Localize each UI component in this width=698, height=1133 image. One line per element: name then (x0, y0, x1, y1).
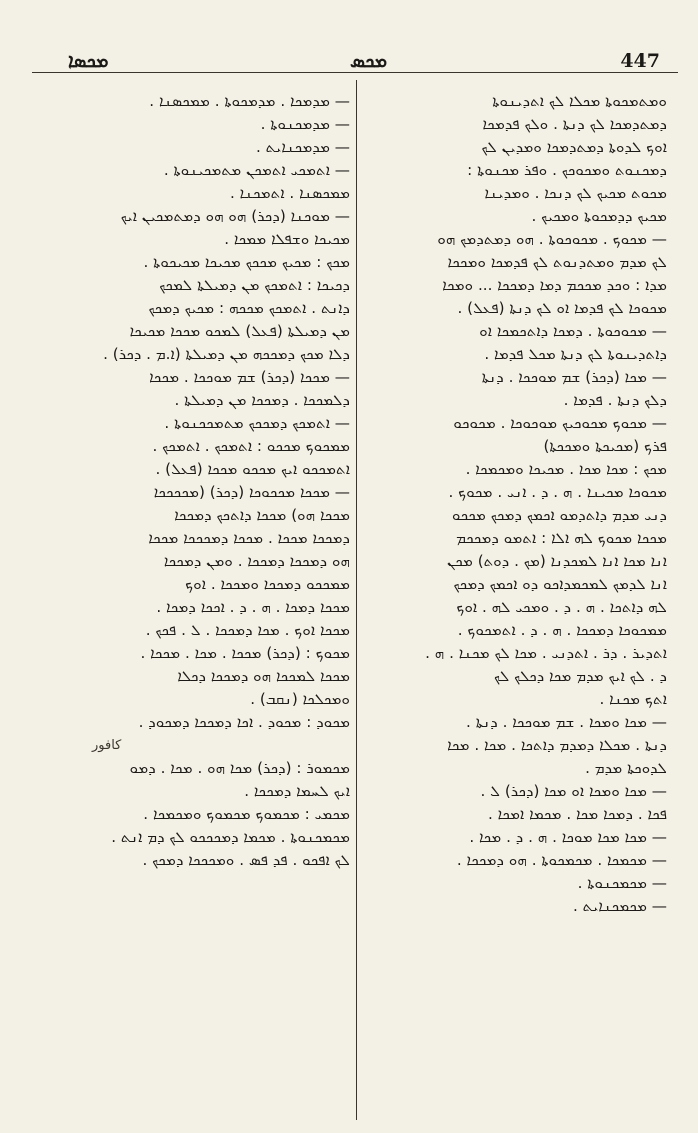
text-line: ܡܕܐ : ܘܟܕ ܡܟܟܡ ܕܡܐ ܕܡܟܟܐ ... ܘܡܟܐ (442, 276, 667, 294)
text-line: ܦܟܐ . ܕܡܟܐ ܡܟܐ . ܡܟܡܐ ܐܡܟܐ . (488, 805, 667, 823)
text-line: ܡܡܟܟܘ ܕܡܟܟܐ ܘܡܟܟܐ . ܐܘܟ (185, 575, 350, 593)
text-line: — ܡܕܡܟܢܐܝܬ . (256, 138, 350, 156)
right-column (359, 80, 673, 1120)
text-line: — ܡܟܟܐ ܡܟܟܘܟܐ (ܕܟܪ) (ܡܟܟܟܟܐ (153, 483, 350, 501)
text-line: ܡܟܟ : ܡܟܝܟ ܡܟܟܟ ܡܟܝܟܐ ܡܟܝܟܘܬܐ . (143, 253, 350, 271)
text-line: ܡܟܟܐ ܡܟܘܟ ܠܗ ܐܠܐ : ܐܬܡܘ ܕܡܟܟܡ (456, 529, 667, 547)
text-line: — ܐܬܡܟܟ ܕܡܟܟܟ ܡܬܡܟܟܢܘܬܐ . (164, 414, 350, 432)
text-line: ܠܟ ܐܦܟܘ . ܦܕ ܦܣ . ܘܡܟܟܟܐ ܕܡܟܟ . (142, 851, 350, 869)
text-line: ܗܘ ܕܡܟܟܐ ܕܡܟܟܐ . ܘܡܢ ܕܡܟܟܐ (163, 552, 350, 570)
text-line: ܦܪܟ (ܡܟܝܟܬܐ ܘܡܟܟܬܐ) (543, 437, 667, 455)
text-line: ܡܟܟ : ܡܟܐ ܡܟܐ . ܡܟܝܟܐ ܘܡܟܡܟܐ . (465, 460, 667, 478)
text-line: ܐܘܟ ܠܕܘܬܐ ܕܡܬܕܡܟܐ ܘܡܕܝܢ ܠܟ (481, 138, 667, 156)
column-divider (356, 80, 357, 1120)
text-line: ܡܟܘܟܐ ܠܟ ܦܕܡܐ ܐܘ ܠܟ ܕܢܬܐ (ܦܥܠ) . (457, 299, 667, 317)
text-line: ܡܡܟܣܢܐ . ܐܬܡܟܢܐ . (230, 184, 350, 202)
text-line: ܕܡܬܕܡܟܐ ܠܟ ܕܢܬܐ . ܘܠܟ ܦܕܡܟܐ (482, 115, 667, 133)
text-line: ܕܡܟܟܐ ܡܟܟܐ . ܡܟܟܐ ܕܡܟܟܟܐ ܡܟܟܐ (148, 529, 350, 547)
text-line: — ܡܟܐ ܡܟܐ ܡܘܟܐ . ܗ . ܕ . ܡܟܐ . (469, 828, 667, 846)
text-line: ܕܢܝ ܡܕܡ ܕܐܬܕܡܘ ܐܟܡܟ ܕܡܟܟ ܡܟܟܘ (452, 506, 667, 524)
text-line: — ܡܟܐ (ܕܟܪ) ܫܡ ܡܘܟܟܐ . ܕܢܬܐ (481, 368, 667, 386)
text-line: ܡܟܝܟ ܕܕܡܟܘܬܐ ܘܡܟܝܟ . (531, 207, 667, 225)
text-line: ܕܠܡܟܟܐ . ܕܡܟܟܐ ܡܢ ܕܡܝܠܬܐ . (174, 391, 350, 409)
text-line: ܡܟܝܟܐ ܘܫܦܠܐ ܡܡܟܐ . (224, 230, 350, 248)
text-line: ܡܡܟܘܟܐ ܕܡܟܟܐ . ܗ . ܕ . ܐܬܡܟܘܟ . (457, 621, 667, 639)
text-line: ܐܢܐ ܡܟܐ ܐܢܐ ܠܡܟܕܢܐ (ܡܟ . ܕܘܬ) ܡܟܢ (447, 552, 667, 570)
text-line: ܕܟܝܟܐ : ܐܬܡܟܟ ܡܢ ܕܡܝܠܬܐ ܠܡܟܟ (159, 276, 350, 294)
text-line: — ܡܟܘܟܘܬܐ . ܕܡܟܐ ܕܐܬܟܡܟܐ ܐܘ (479, 322, 667, 340)
two-column-body (40, 80, 676, 1120)
text-line: ܕܠܐ ܡܟܟ ܕܡܟܟܗ ܡܢ ܕܡܝܠܬܐ (ܐ.ܡ . ܕܟܪ) . (103, 345, 350, 363)
left-column (40, 80, 354, 1120)
text-line: — ܡܕܡܟܢܘܬܐ . (260, 115, 350, 133)
running-head (30, 30, 668, 72)
header-rule (32, 72, 678, 73)
text-line: — ܡܟܘܟ ܡܟܘܟܝܟ ܡܘܟܘܟܐ . ܡܟܘܟܘ (453, 414, 667, 432)
text-line: — ܡܟܐ ܘܡܟܐ ܐܘ ܡܟܐ (ܕܟܪ) ܠ . (480, 782, 667, 800)
text-line: ܡܟܟܐ ܠܡܟܟܐ ܗܘ ܕܡܟܟܐ ܕܟܠܐ (177, 667, 350, 685)
text-line: ܕܐܬܕܝܢܘܬܐ ܠܟ ܕܢܬܐ ܡܟܠ ܦܕܡܐ . (484, 345, 667, 363)
text-line: ܐܝܟ ܠܚܡܐ ܕܡܟܟܐ . (244, 782, 350, 800)
page-number: 447 (620, 50, 660, 72)
text-line: ܠܕܘܟܬܐ ܡܕܡ . (585, 759, 667, 777)
text-line: ܐܢܐ ܠܕܡܟ ܠܡܟܡܕܐܟܘ ܕܘ ܐܟܡܟ ܕܡܟܟ (453, 575, 667, 593)
text-line: ܠܟ ܡܕܡ ܘܡܬܕܢܘܬ ܠܟ ܦܕܡܟܐ ܘܡܟܟܐ (447, 253, 667, 271)
text-line: ܡܟܡܘܪ : (ܕܟܪ) ܡܟܐ ܗܘ . ܡܟܐ . ܕܡܘ (129, 759, 350, 777)
text-line: كافور (92, 738, 122, 753)
text-line: ܘܡܟܠܟܐ (ܢܩܒ) . (250, 690, 350, 708)
text-line: ܕܐܢܬ . ܐܬܡܟܟ ܡܟܟܗ : ܡܟܝܟ ܕܡܟܟ (148, 299, 350, 317)
text-line: — ܐܬܡܟܝ ܐܬܡܟܢ ܡܬܡܟܝܢܘܬܐ . (163, 161, 350, 179)
text-line: ܕ . ܠܟ ܐܝܟ ܡܕܡ ܡܟܐ ܕܟܠܟ ܠܟ (493, 667, 667, 685)
header-center-headword: ܡܟܣ (350, 50, 388, 72)
text-line: ܠܗ ܕܐܬܟܐ . ܗ . ܕ . ܘܡܟܝ ܠܗ . ܐܘܟ (456, 598, 667, 616)
text-line: — ܡܟܡܟܢܘܬܐ . (577, 874, 667, 892)
text-line: ܐܬܕܝܪ . ܕܪ . ܐܬܕܢܝ . ܡܟܐ ܠܟ ܡܟܢܐ . ܗ . (425, 644, 667, 662)
text-line: — ܡܟܟܐ (ܕܟܪ) ܫܡ ܡܘܟܟܐ . ܡܟܟܐ (149, 368, 350, 386)
text-line: ܡܟܘܬ ܡܟܝܟ ܠܟ ܕܢܟܐ . ܘܡܕܝܢܐ (484, 184, 667, 202)
text-line: ܕܠܟ ܕܢܬܐ . ܦܕܡܐ . (563, 391, 667, 409)
text-line: — ܡܟܡܟܐ . ܡܟܡܟܘܬܐ . ܗܘ ܕܡܟܟܐ . (456, 851, 667, 869)
text-line: — ܡܟܐ ܘܡܟܐ . ܫܡ ܡܘܟܟܐ . ܕܢܬܐ . (466, 713, 667, 731)
text-line: — ܡܘܟܢܐ (ܕܟܪ) ܗܘ ܗܘ ܕܡܬܡܟܝܢ ܐܝܟ (120, 207, 350, 225)
header-left-headword: ܡܟܣܐ (68, 50, 109, 72)
text-line: ܕܡܟܢܘܬ ܘܡܟܘܟܟ . ܘܦܪ ܡܟܢܘܬܐ : (467, 161, 667, 179)
text-line: ܡܟܟܐ ܗܘ) ܡܟܟܐ ܕܐܬܟܟ ܕܡܟܟܐ (174, 506, 350, 524)
text-line: ܡܡܟܘܟ ܡܟܟܘ : ܐܬܡܟܟ . ܐܬܡܟܟ . (152, 437, 350, 455)
text-line: — ܡܟܡܟܢܐܝܬ . (573, 897, 667, 915)
text-line: — ܡܟܘܟ . ܡܟܘܟܘܬܐ . ܗܘ ܕܡܬܕܡܟ ܗܘ (437, 230, 667, 248)
text-line: — ܡܕܡܟܐ . ܡܕܡܟܘܬܐ . ܡܡܟܣܢܐ . (149, 92, 350, 110)
text-line: ܡܟܡܝ : ܡܟܡܘܟ ܡܟܡܘܟ ܘܡܟܡܟܐ . (143, 805, 350, 823)
text-line: ܡܟܘܟܐ ܡܟܝܢܐ . ܗ . ܕ . ܐܢܝ . ܡܟܘܟ . (448, 483, 667, 501)
text-line: ܐܬܡܟܟܘ ܐܝܟ ܡܟܟܘ ܡܟܟܐ (ܦܥܠ) . (155, 460, 350, 478)
text-line: ܕܢܬܐ . ܡܟܠܐ ܕܡܕܡ ܕܐܬܟܐ . ܡܟܐ . ܡܟܐ (447, 736, 667, 754)
text-line: ܡܟܘܕ : ܡܟܘܕ . ܐܟܐ ܕܡܟܟܐ ܕܡܟܘܕ . (138, 713, 350, 731)
text-line: ܡܢ ܕܡܝܠܬܐ (ܦܥܠ) ܠܡܟܘ ܡܟܟܐ ܡܟܝܟܐ (129, 322, 350, 340)
text-line: ܡܟܟܐ ܕܡܟܐ . ܗ . ܕ . ܐܟܟܐ ܕܡܟܐ . (156, 598, 350, 616)
text-line: ܐܬܟ ܡܟܢܐ . (599, 690, 667, 708)
text-line: ܡܟܟܐ ܐܘܟ . ܡܟܐ ܕܡܟܟܐ . ܠ . ܦܟܟ . (145, 621, 350, 639)
text-line: ܡܟܡܟܢܘܬܐ . ܡܟܡܐ ܕܡܟܟܟܘ ܠܟ ܕܡ ܐܢܬ . (111, 828, 350, 846)
text-line: ܡܟܘܟ : (ܕܟܪ) ܡܟܟܐ . ܡܟܐ . ܡܟܟܐ . (140, 644, 350, 662)
text-line: ܘܡܬܡܟܘܬܐ ܡܟܠܐ ܠܟ ܐܬܕܝܢܘܬܐ (492, 92, 667, 110)
